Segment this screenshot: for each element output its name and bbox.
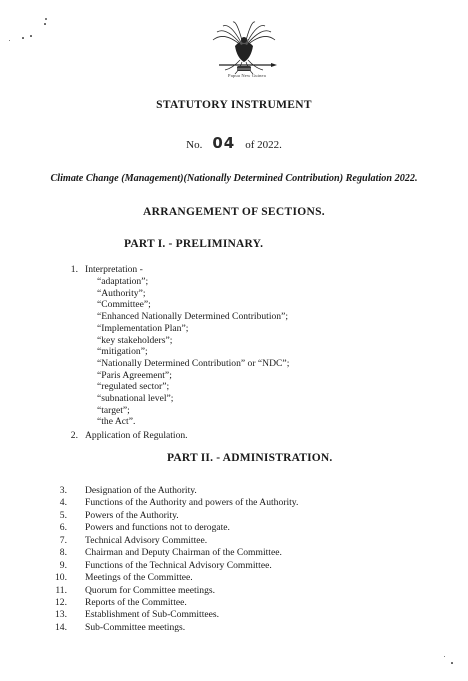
scan-speck [444, 656, 445, 657]
definition-item: “Nationally Determined Contribution” or “NDC”; [97, 357, 290, 369]
section-title: Reports of the Committee. [85, 596, 187, 608]
national-emblem-icon [205, 18, 283, 80]
definition-item: “Committee”; [97, 299, 151, 311]
scan-speck [44, 23, 46, 25]
section-number: 13. [55, 609, 67, 621]
definition-item: “Implementation Plan”; [97, 322, 189, 334]
arrangement-heading: ARRANGEMENT OF SECTIONS. [143, 206, 325, 218]
number-prefix: No. [186, 139, 203, 151]
section-title: Powers of the Authority. [85, 509, 179, 521]
document-heading: STATUTORY INSTRUMENT [156, 99, 312, 111]
definitions-list [97, 276, 289, 428]
section-number: 9. [59, 559, 67, 571]
handwritten-number: 04 [212, 134, 236, 152]
definition-item: “the Act”. [97, 416, 136, 428]
part-two-heading: PART II. - ADMINISTRATION. [167, 452, 333, 464]
section-number: 3. [59, 485, 67, 496]
section-number: 4. [59, 497, 67, 509]
section-number: 12. [55, 596, 67, 608]
scan-speck [9, 40, 10, 41]
section-number: 7. [59, 534, 67, 546]
section-title: Powers and functions not to derogate. [85, 522, 230, 534]
item-application: Application of Regulation. [85, 430, 188, 441]
definition-item: “Enhanced Nationally Determined Contribution”; [97, 311, 289, 323]
section-title: Functions of the Authority and powers of the Authority. [85, 497, 299, 509]
section-title: Chairman and Deputy Chairman of the Committee. [85, 547, 282, 559]
scan-speck [22, 37, 24, 39]
section-title: Establishment of Sub-Committees. [85, 609, 220, 621]
scan-speck [30, 35, 32, 37]
definition-item: “adaptation”; [97, 276, 149, 287]
item-number: 2. [70, 430, 78, 441]
emblem-caption: Papua New Guinea [228, 73, 266, 78]
definition-item: “target”; [97, 404, 130, 416]
section-number: 5. [59, 509, 67, 521]
definition-item: “mitigation”; [97, 346, 148, 358]
scan-speck [451, 662, 453, 664]
section-title: Designation of the Authority. [85, 485, 197, 496]
definition-item: “Authority”; [97, 287, 146, 299]
scan-speck [45, 18, 47, 20]
section-title: Technical Advisory Committee. [85, 534, 208, 546]
item-interpretation: Interpretation - [85, 264, 143, 275]
section-title: Functions of the Technical Advisory Committee. [85, 559, 272, 571]
definition-item: “regulated sector”; [97, 381, 170, 393]
section-number: 11. [55, 584, 67, 596]
item-number: 1. [70, 264, 78, 275]
definition-item: “key stakeholders”; [97, 334, 173, 346]
definition-item: “Paris Agreement”; [97, 369, 172, 381]
number-suffix: of 2022. [245, 139, 282, 151]
section-title: Quorum for Committee meetings. [85, 584, 216, 596]
section-number: 14. [55, 621, 67, 633]
section-number: 8. [59, 547, 67, 559]
section-number: 6. [59, 522, 67, 534]
section-number: 10. [55, 572, 67, 584]
section-title: Meetings of the Committee. [85, 572, 193, 584]
part-one-heading: PART I. - PRELIMINARY. [124, 238, 264, 250]
section-title: Sub-Committee meetings. [85, 621, 186, 633]
regulation-title: Climate Change (Management)(Nationally Determined Contribution) Regulation 2022. [50, 173, 418, 184]
instrument-number-line [0, 134, 468, 153]
definition-item: “subnational level”; [97, 393, 174, 405]
